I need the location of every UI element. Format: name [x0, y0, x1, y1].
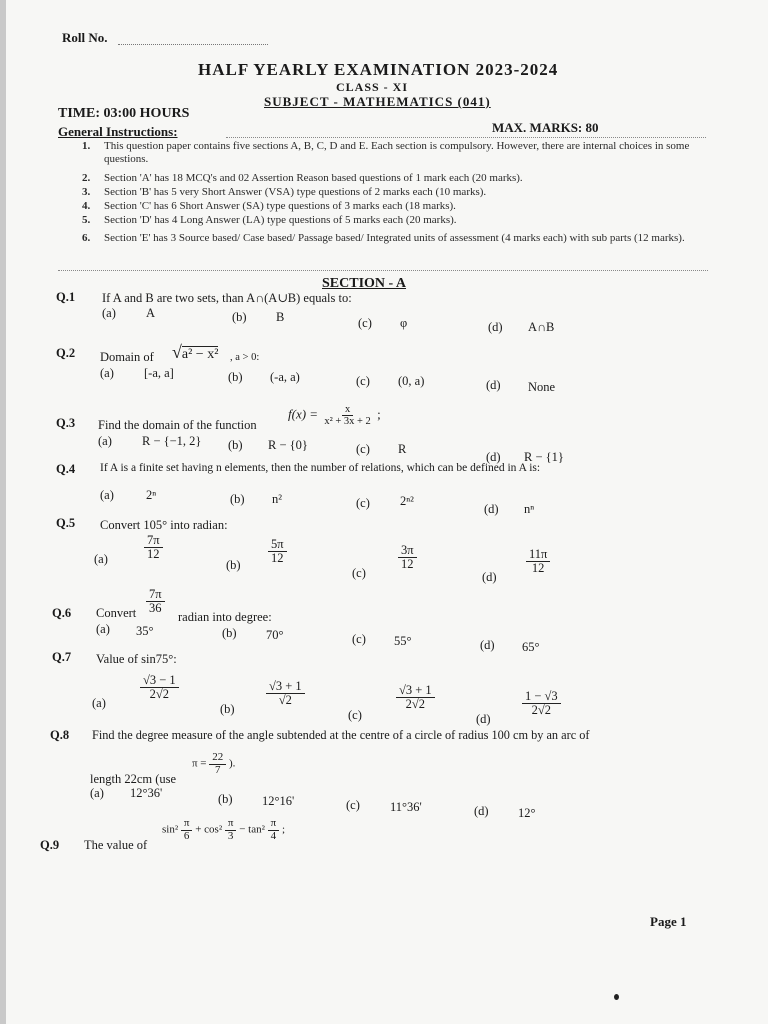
option-value: R − {1} [524, 450, 564, 464]
option-fraction: $\frac{5\pi}{12}$ [268, 538, 287, 565]
option-value: 2ⁿ² [400, 494, 414, 508]
option-value: [-a, a] [144, 366, 174, 380]
option-label: (c) [346, 798, 360, 812]
question-text-part2: radian into degree: [178, 610, 272, 624]
option-value: R − {0} [268, 438, 308, 452]
option-label: (c) [356, 496, 370, 510]
option-value: (0, a) [398, 374, 425, 388]
option-value: R − {−1, 2} [142, 434, 202, 448]
instructions-divider [58, 270, 708, 271]
class-label: CLASS - XI [336, 80, 409, 94]
question-number: Q.1 [56, 290, 76, 304]
option-value: φ [400, 316, 408, 330]
option-label: (c) [348, 708, 362, 722]
option-label: (a) [96, 622, 110, 636]
option-value: 55° [394, 634, 412, 648]
option-label: (c) [356, 442, 370, 456]
question-number: Q.6 [52, 606, 72, 620]
option-label: (b) [232, 310, 247, 324]
option-label: (a) [92, 696, 106, 710]
question-number: Q.3 [56, 416, 76, 430]
option-label: (b) [226, 558, 241, 572]
option-value: 35° [136, 624, 154, 638]
option-fraction: $\frac{√3 + 1}{√2}$ [266, 680, 305, 707]
option-value: 65° [522, 640, 540, 654]
option-value: B [276, 310, 285, 324]
question-text: Value of sin75°: [96, 652, 177, 666]
option-label: (b) [230, 492, 245, 506]
question-fraction: $\frac{7\pi}{36}$ [146, 588, 165, 615]
option-label: (a) [102, 306, 116, 320]
domain-condition: , a > 0: [230, 352, 260, 363]
option-value: n² [272, 492, 282, 506]
option-fraction: $\frac{√3 + 1}{2√2}$ [396, 684, 435, 711]
question-text: Find the degree measure of the angle subtended at the centre of a circle of radius 100 cm by an arc of [92, 728, 590, 742]
option-value: 12° [518, 806, 536, 820]
option-label: (c) [358, 316, 372, 330]
option-label: (d) [488, 320, 503, 334]
option-value: A∩B [528, 320, 555, 334]
option-value: 2ⁿ [146, 488, 157, 502]
subject-label: SUBJECT - MATHEMATICS (041) [264, 94, 491, 109]
sqrt-expression: √a² − x² [172, 342, 219, 362]
option-value: 70° [266, 628, 284, 642]
time-label: TIME: 03:00 HOURS [58, 106, 190, 121]
option-fraction: $\frac{1 - √3}{2√2}$ [522, 690, 561, 717]
option-label: (d) [480, 638, 495, 652]
question-text: Domain of [100, 350, 154, 364]
option-fraction: $\frac{√3 - 1}{2√2}$ [140, 674, 179, 701]
question-text: The value of [84, 838, 148, 852]
option-label: (b) [222, 626, 237, 640]
option-label: (b) [220, 702, 235, 716]
option-value: A [146, 306, 156, 320]
exam-title: HALF YEARLY EXAMINATION 2023-2024 [198, 60, 559, 79]
option-label: (a) [98, 434, 112, 448]
option-label: (b) [218, 792, 233, 806]
option-label: (a) [94, 552, 108, 566]
roll-no-line [118, 44, 268, 45]
question-number: Q.9 [40, 838, 60, 852]
question-text: If A and B are two sets, than A∩(A∪B) equals to: [102, 291, 352, 305]
option-value: nⁿ [524, 502, 535, 516]
option-label: (d) [476, 712, 491, 726]
page-number: Page 1 [650, 914, 687, 929]
option-fraction: $\frac{7\pi}{12}$ [144, 534, 163, 561]
option-label: (c) [352, 632, 366, 646]
option-value: 12°36' [130, 786, 163, 800]
roll-no-label: Roll No. [62, 30, 108, 45]
option-label: (d) [484, 502, 499, 516]
option-label: (d) [482, 570, 497, 584]
trig-expression: sin² $\frac{\pi}{6}$ + cos² $\frac{\pi}{3}$ − tan² $\frac{\pi}{4}$ ; [162, 817, 286, 842]
option-value: 11°36' [390, 800, 422, 814]
option-value: 12°16' [262, 794, 295, 808]
option-value: R [398, 442, 407, 456]
option-fraction: $\frac{11\pi}{12}$ [526, 548, 550, 575]
question-number: Q.2 [56, 346, 76, 360]
header-divider [226, 137, 706, 138]
question-number: Q.5 [56, 516, 76, 530]
question-text: Find the domain of the function [98, 418, 257, 432]
option-value: (-a, a) [270, 370, 300, 384]
question-number: Q.8 [50, 728, 70, 742]
max-marks-label: MAX. MARKS: 80 [492, 120, 599, 135]
option-label: (b) [228, 370, 243, 384]
question-text-part2: length 22cm (use [90, 772, 177, 786]
option-label: (a) [100, 488, 114, 502]
question-text: If A is a finite set having n elements, then the number of relations, which can be defined in A is: [100, 462, 541, 474]
option-fraction: $\frac{3\pi}{12}$ [398, 544, 417, 571]
question-text-part1: Convert [96, 606, 137, 620]
function-expression: f(x) = $\frac{x}{\text{x² + 3x + 2}}$ ; [288, 404, 381, 428]
ink-mark [614, 994, 619, 1000]
question-number: Q.7 [52, 650, 72, 664]
exam-page: Roll No. HALF YEARLY EXAMINATION 2023-2024 CLASS - XI SUBJECT - MATHEMATICS (041) TIME: 03:00 HOURS MAX. MARKS: 80 General Instructions: 1. This question paper contains five sections A, B, C, D and E. Each section is compulsory. However, there are internal choices in some questions. 2. Section 'A' has 18 MCQ's and 02 Assertion Reason based questions of 1 mark each (20 marks). 3. Section 'B' has 5 very Short Answer (VSA) type questions of 2 marks each (10 marks). 4. Section 'C' has 6 Short Answer (SA) type questions of 3 marks each (18 marks). 5. Section 'D' has 4 Long Answer (LA) type questions of 5 marks each (20 marks). 6. Section 'E' has 3 Source based/ Case based/ Passage based/ Integrated units of assessment (4 marks each) with sub parts (12 marks). SECTION - A Q.1 If A and B are two sets, than A∩(A∪B) equals to: (a) A (b) B (c) φ (d) A∩B Q.2 Domain of √a² − x² , a > 0: (a) [-a, a] (b) (-a, a) (c) (0, a) (d) None Q.3 Find the domain of the function f(x) = $\frac{x}{\text{x² + 3x + 2}}$ ; (a) R − {−1, 2} (b) R − {0} (c) R (d) R − {1} Q.4 If A is a finite set having n elements, then the number of relations, which can be defined in A is: (a) 2ⁿ (b) n² (c) 2ⁿ² (d) nⁿ Q.5 Convert 105° into radian: (a) $\frac{7\pi}{12}$ (b) $\frac{5\pi}{12}$ (c) $\frac{3\pi}{12}$ (d) $\frac{11\pi}{12}$ Q.6 Convert $\frac{7\pi}{36}$ radian into degree: (a) 35° (b) 70° (c) 55° (d) 65° Q.7 Value of sin75°: (a) $\frac{√3 - 1}{2√2}$ (b) $\frac{√3 + 1}{√2}$ (c) $\frac{√3 + 1}{2√2}$ (d) $\frac{1 - √3}{2√2}$ Q.8 Find the degree measure of the angle subtended at the centre of a circle of radius 100 cm by an arc of length 22cm (use π = $\frac{22}{7}$ ). (a) 12°36' (b) 12°16' (c) 11°36' (d) 12° Q.9 The value of sin² $\frac{\pi}{6}$ + cos² $\frac{\pi}{3}$ − tan² $\frac{\pi}{4}$ ; Page 1 [6, 0, 768, 1024]
option-label: (d) [474, 804, 489, 818]
option-label: (d) [486, 450, 501, 464]
question-number: Q.4 [56, 462, 76, 476]
question-text: Convert 105° into radian: [100, 518, 228, 532]
option-label: (c) [352, 566, 366, 580]
option-value: None [528, 380, 556, 394]
pi-value-expression: π = $\frac{22}{7}$ ). [192, 751, 236, 776]
option-label: (b) [228, 438, 243, 452]
option-label: (a) [90, 786, 104, 800]
option-label: (a) [100, 366, 114, 380]
section-title: SECTION - A [322, 276, 407, 291]
option-label: (d) [486, 378, 501, 392]
option-label: (c) [356, 374, 370, 388]
instructions-heading: General Instructions: [58, 124, 178, 139]
